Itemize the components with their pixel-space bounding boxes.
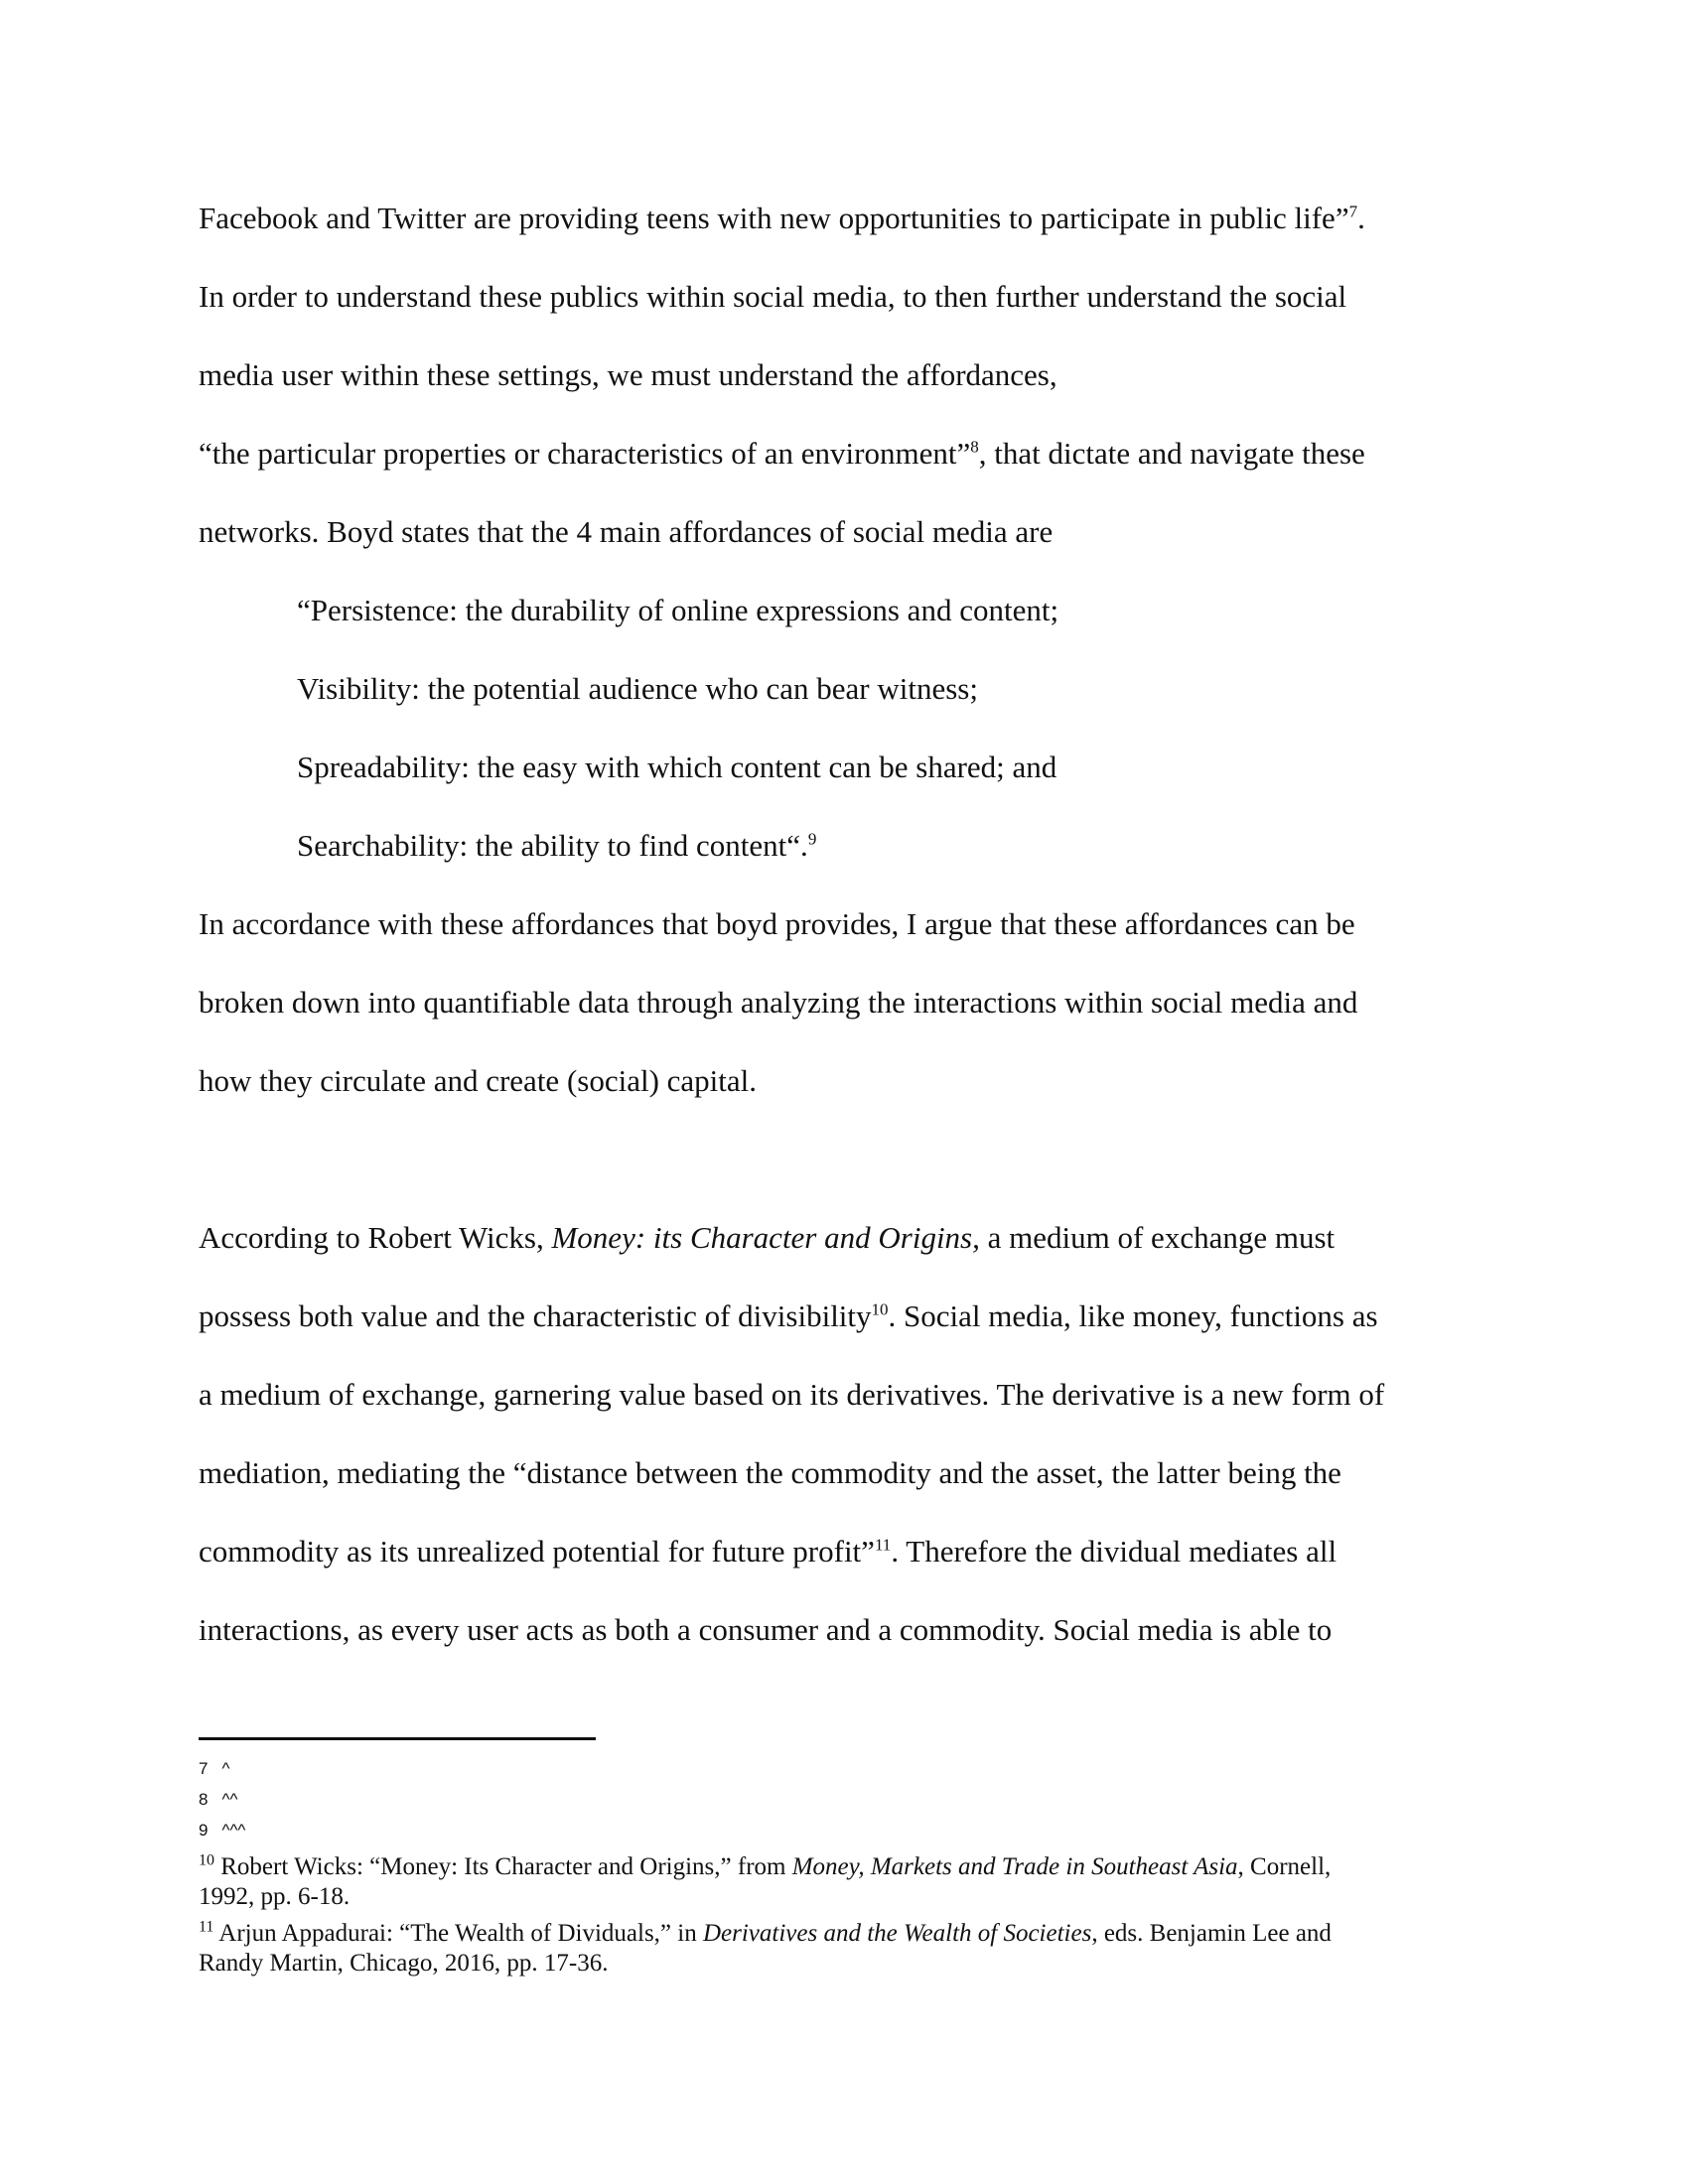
quote-line-4: Searchability: the ability to find content“.$^9$ [297,828,817,863]
book-title: Money: its Character and Origins, [551,1220,980,1255]
body-line-10: possess both value and the characteristic of divisibility$^{10}$. Social media, like money, functions as [199,1298,1378,1333]
footnote-ref-9[interactable]: 9 [807,829,817,849]
footnote-10-title: Money, Markets and Trade in Southeast Asia [791,1853,1238,1880]
footnote-ref-11[interactable]: 11 [874,1535,892,1555]
footnote-8: 8 ^^ [199,1790,238,1809]
body-line-2: In order to understand these publics within social media, to then further understand the social [199,279,1347,314]
quote-line-3: Spreadability: the easy with which content can be shared; and [297,750,1057,784]
footnote-ref-8[interactable]: 8 [970,437,979,457]
body-line-9: According to Robert Wicks, Money: its Character and Origins, a medium of exchange must [199,1220,1336,1255]
footnote-10: $^{10}$ Robert Wicks: “Money: Its Character and Origins,” from Money, Markets and Trade in Southeast Asia, Cornell, [199,1851,1332,1880]
body-line-6: In accordance with these affordances that boyd provides, I argue that these affordances can be [199,906,1355,941]
body-line-12: mediation, mediating the “distance between the commodity and the asset, the latter being the [199,1455,1341,1490]
footnote-9: 9 ^^^ [199,1821,246,1840]
body-line-11: a medium of exchange, garnering value based on its derivatives. The derivative is a new form of [199,1377,1385,1412]
body-line-14: interactions, as every user acts as both a consumer and a commodity. Social media is able to [199,1612,1333,1647]
quote-line-1: “Persistence: the durability of online expressions and content; [297,593,1059,627]
footnote-10-cont: 1992, pp. 6-18. [199,1883,351,1910]
footnote-11: $^{11}$ Arjun Appadurai: “The Wealth of Dividuals,” in Derivatives and the Wealth of Societies, eds. Benjamin Lee and [199,1918,1332,1947]
body-line-13: commodity as its unrealized potential for future profit”$^{11}$. Therefore the dividual mediates all [199,1534,1337,1569]
footnote-separator [199,1737,596,1740]
body-line-4: “the particular properties or characteristics of an environment”$^8$, that dictate and navigate these [199,436,1365,471]
footnote-11-title: Derivatives and the Wealth of Societies [702,1920,1092,1947]
body-line-3: media user within these settings, we must understand the affordances, [199,357,1057,392]
footnote-11-cont: Randy Martin, Chicago, 2016, pp. 17-36. [199,1950,609,1977]
body-line-5: networks. Boyd states that the 4 main affordances of social media are [199,514,1054,549]
quote-line-2: Visibility: the potential audience who can bear witness; [297,671,978,706]
body-line-8: how they circulate and create (social) capital. [199,1063,758,1098]
footnote-7: 7 ^ [199,1759,230,1778]
footnote-ref-7[interactable]: 7 [1348,202,1358,221]
body-line-7: broken down into quantifiable data through analyzing the interactions within social media and [199,985,1358,1020]
body-line-1: Facebook and Twitter are providing teens with new opportunities to participate in public life”$^7$. [199,201,1365,235]
footnote-ref-10[interactable]: 10 [871,1299,889,1319]
